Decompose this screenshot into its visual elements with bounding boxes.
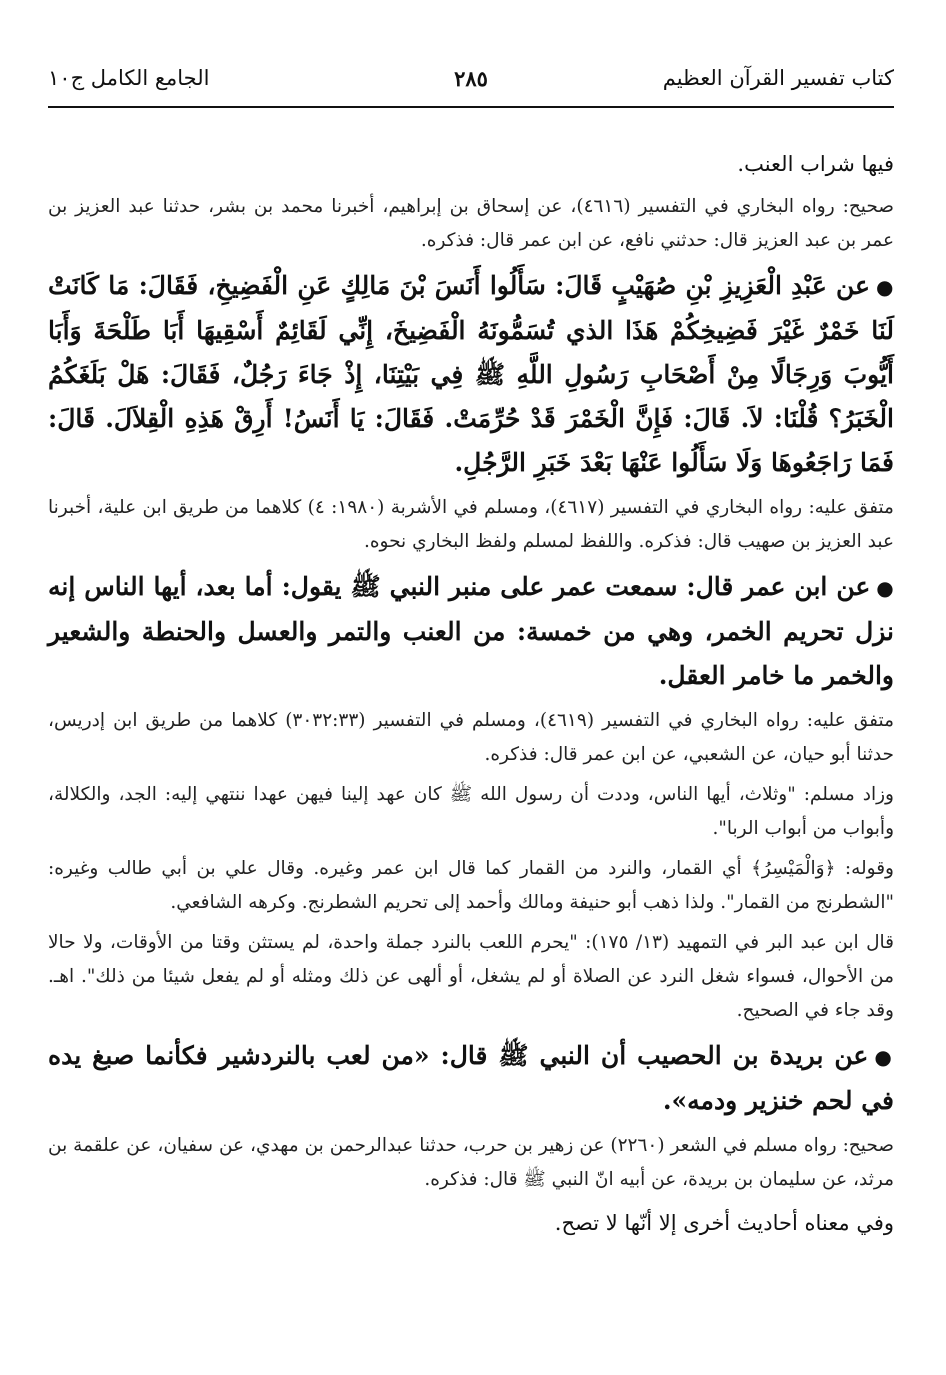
paragraph-hadith: ●عن عَبْدِ الْعَزِيزِ بْنِ صُهَيْبٍ قَالَ: سَأَلُوا أَنَسَ بْنَ مَالِكٍ عَنِ الْفَضِيخِ، فَقَالَ: مَا كَانَتْ لَنَا خَمْرٌ غَيْرَ فَضِيخِكُمْ هَذَا الذي تُسَمُّونَهُ الْفَضِيخَ، إِنِّي لَقَائِمٌ أَسْقِيهَا أَبَا طَلْحَةَ وَأَبَا أَيُّوبَ وَرِجَالًا مِنْ أَصْحَابِ رَسُولِ اللَّهِ ﷺ فِي بَيْتِنَا، إِذْ جَاءَ رَجُلٌ، فَقَالَ: هَلْ بَلَغَكُمُ الْخَبَرُ؟ قُلْنَا: لاَ. قَالَ: فَإِنَّ الْخَمْرَ قَدْ حُرِّمَتْ. فَقَالَ: يَا أَنَسُ! أَرِقْ هَذِهِ الْقِلاَلَ. قَالَ: فَمَا رَاجَعُوهَا وَلَا سَأَلُوا عَنْهَا بَعْدَ خَبَرِ الرَّجُلِ.	[48, 271, 895, 477]
paragraph-note: صحيح: رواه البخاري في التفسير (٤٦١٦)، عن إسحاق بن إبراهيم، أخبرنا محمد بن بشر، حدثنا عبد العزيز بن عمر بن عبد العزيز قال: حدثني نافع، عن ابن عمر قال: فذكره.	[48, 196, 894, 251]
paragraph-hadith: ●عن بريدة بن الحصيب أن النبي ﷺ قال: «من لعب بالنردشير فكأنما صبغ يده في لحم خنزير ودمه».	[48, 1041, 894, 1115]
page-header	[48, 0, 894, 108]
paragraph-note: وزاد مسلم: "وثلاث، أيها الناس، وددت أن رسول الله ﷺ كان عهد إلينا فيهن عهدا ننتهي إليه: الجد، والكلالة، وأبواب من أبواب الربا".	[48, 784, 894, 839]
paragraph-note: وقوله: ﴿وَالْمَيْسِرُ﴾ أي القمار، والنرد من القمار كما قال ابن عمر وغيره. وقال علي بن أبي طالب وغيره: "الشطرنج من القمار". ولذا ذهب أبو حنيفة ومالك وأحمد إلى تحريم الشطرنج. وكرهه الشافعي.	[48, 858, 894, 913]
book-title: كتاب تفسير القرآن العظيم	[662, 66, 894, 90]
page-body	[48, 108, 894, 1243]
paragraph-note: صحيح: رواه مسلم في الشعر (٢٢٦٠) عن زهير بن حرب، حدثنا عبدالرحمن بن مهدي، عن سفيان، عن علقمة بن مرثد، عن سليمان بن بريدة، عن أبيه انّ النبي ﷺ قال: فذكره.	[48, 1135, 894, 1190]
bullet-icon: ●	[874, 1045, 894, 1069]
paragraph-hadith: ●عن ابن عمر قال: سمعت عمر على منبر النبي ﷺ يقول: أما بعد، أيها الناس إنه نزل تحريم الخمر، وهي من خمسة: من العنب والتمر والعسل والحنطة والشعير والخمر ما خامر العقل.	[48, 572, 894, 690]
paragraph-note: متفق عليه: رواه البخاري في التفسير (٤٦١٩)، ومسلم في التفسير (٣٠٣٢:٣٣) كلاهما من طريق ابن إدريس، حدثنا أبو حيان، عن الشعبي، عن ابن عمر قال: فذكره.	[48, 710, 894, 765]
paragraph-note: متفق عليه: رواه البخاري في التفسير (٤٦١٧)، ومسلم في الأشربة (١٩٨٠: ٤) كلاهما من طريق ابن علية، أخبرنا عبد العزيز بن صهيب قال: فذكره. واللفظ لمسلم ولفظ البخاري نحوه.	[48, 497, 894, 552]
paragraph-note: قال ابن عبد البر في التمهيد (١٣/ ١٧٥): "يحرم اللعب بالنرد جملة واحدة، لم يستثن وقتا من الأوقات، ولا حالا من الأحوال، فسواء شغل النرد عن الصلاة أو لم يشغل، أو ألهى عن ذلك ومثله أو لم يفعل شيئا من ذلك". اهـ. وقد جاء في الصحيح.	[48, 932, 894, 1021]
volume-label: الجامع الكامل ج١٠	[48, 66, 210, 90]
page-number: ٢٨٥	[454, 66, 488, 91]
bullet-icon: ●	[875, 275, 895, 299]
bullet-icon: ●	[876, 576, 894, 600]
paragraph-text: وفي معناه أحاديث أخرى إلا أنّها لا تصح.	[554, 1211, 894, 1235]
paragraph-text: فيها شراب العنب.	[737, 152, 894, 176]
